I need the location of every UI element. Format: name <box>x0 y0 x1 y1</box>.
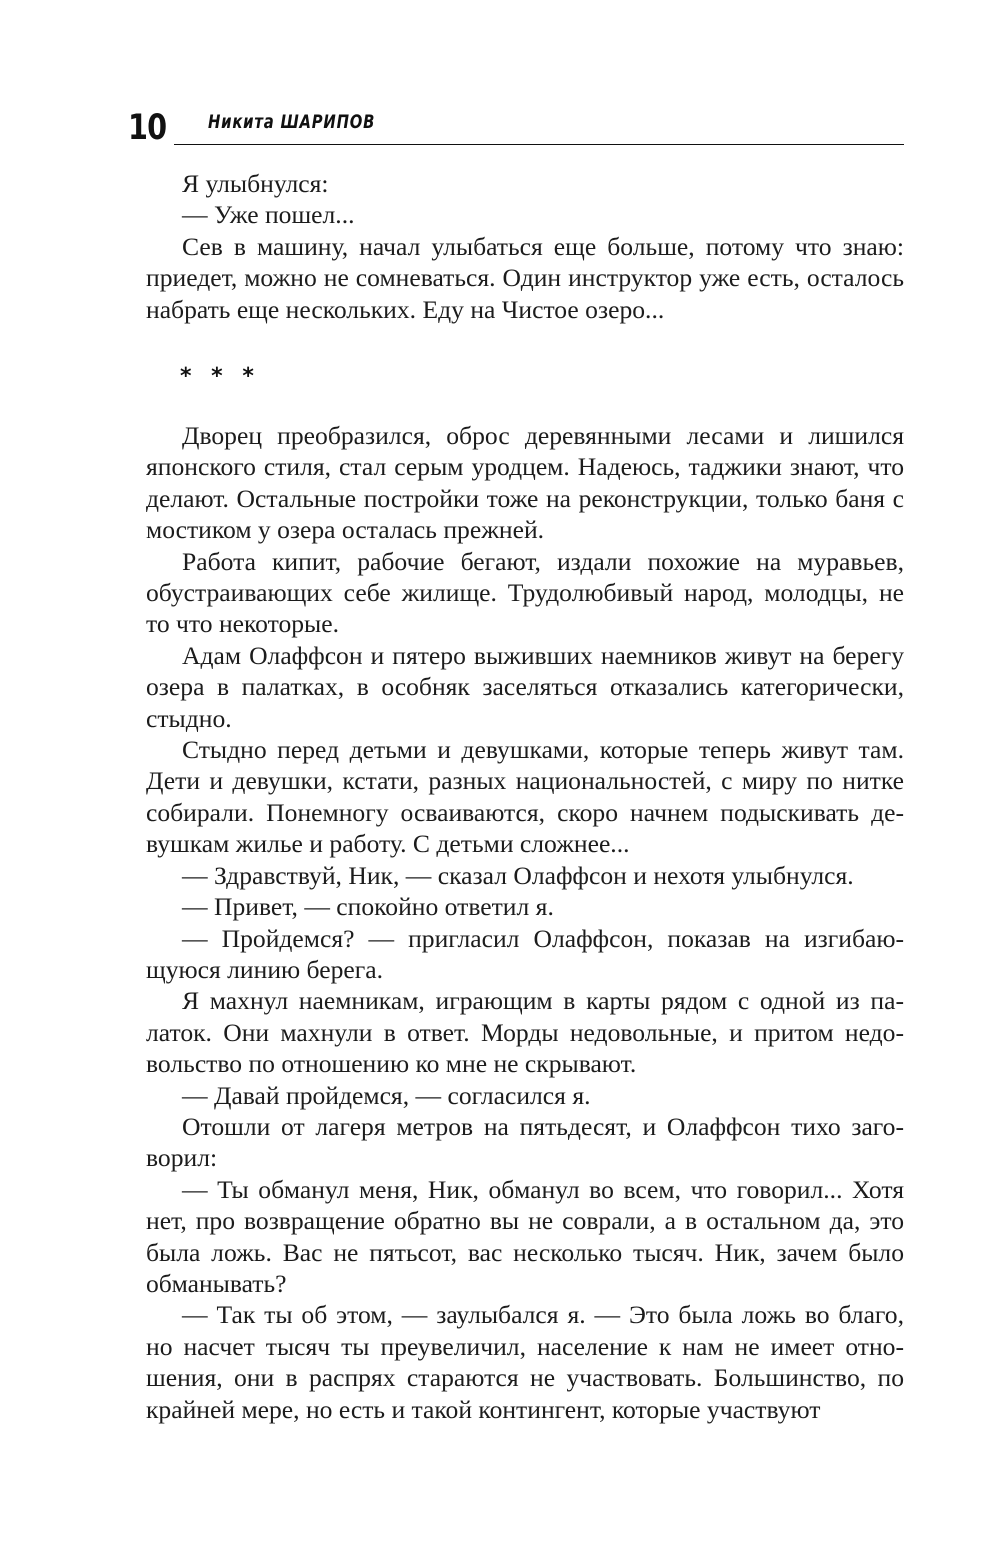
paragraph: — Здравствуй, Ник, — сказал Олаффсон и нехотя улыбнулся. <box>182 860 854 890</box>
paragraph: Я улыбнулся: <box>182 169 329 198</box>
paragraph: Дворец преобразился, оброс деревянными лесами и лишился японского стиля, стал серым уродцем. Надеюсь, таджики знают, что делают. Остальные постройки тоже на реконструкции, только баня с мостиком у озера осталась прежней. <box>146 421 904 545</box>
paragraph: Работа кипит, рабочие бегают, издали похожие на муравьев, обустраивающих себе жилище. Трудолюбивый народ, молодцы, не то что некоторые. <box>146 546 904 639</box>
paragraph: Сев в машину, начал улыбаться еще больше, потому что знаю: приедет, можно не сомневаться. Один инструктор уже есть, осталось набрать еще нескольких. Еду на Чистое озеро... <box>146 231 904 324</box>
paragraph: Я махнул наемникам, играющим в карты рядом с одной из палаток. Они махнули в ответ. Морды недовольные, и притом недовольство по отношению ко мне не скрывают. <box>146 986 904 1079</box>
paragraph: — Привет, — спокойно ответил я. <box>182 892 554 922</box>
section-2-text <box>146 420 904 1425</box>
section-1-text <box>146 168 904 325</box>
header-rule <box>174 144 904 145</box>
paragraph: — Давай пройдемся, — согласился я. <box>182 1080 591 1110</box>
paragraph: Адам Олаффсон и пятеро выживших наемников живут на берегу озера в палатках, в особняк заселяться отказались категорически, стыдно. <box>146 640 904 733</box>
running-header <box>128 108 904 148</box>
paragraph: Отошли от лагеря метров на пятьдесят, и Олаффсон тихо заговорил: <box>146 1111 904 1173</box>
paragraph: — Так ты об этом, — заулыбался я. — Это была ложь во благо, но насчет тысяч ты преувеличил, население к нам не имеет отношения, они в распрях стараются не участвовать. Большинство, по крайней мере, но есть и такой контингент, которые участвуют <box>146 1300 904 1424</box>
paragraph: — Ты обманул меня, Ник, обманул во всем, что говорил... Хотя нет, про возвращение обратно вы не соврали, а в остальном да, это была ложь. Вас не пятьсот, вас несколько тысяч. Ник, зачем было обманывать? <box>146 1174 904 1298</box>
paragraph: — Уже пошел... <box>182 200 355 230</box>
page-number: 10 <box>128 108 167 148</box>
paragraph: — Пройдемся? — пригласил Олаффсон, показав на изгибающуюся линию берега. <box>146 923 904 984</box>
section-separator: * * * <box>180 364 260 389</box>
paragraph: Стыдно перед детьми и девушками, которые теперь живут там. Дети и девушки, кстати, разных национальностей, с миру по нитке собирали. Понемногу осваиваются, скоро начнем подыскивать девушкам жилье и работу. С детьми сложнее... <box>146 735 904 859</box>
running-title: Никита ШАРИПОВ <box>208 111 376 133</box>
